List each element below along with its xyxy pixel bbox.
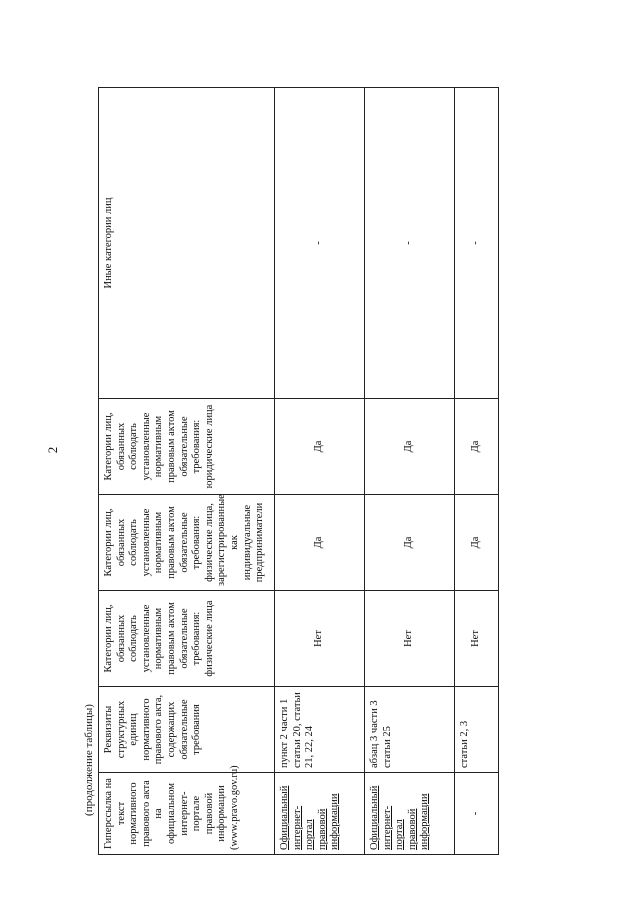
- table-rotator: [98, 88, 498, 855]
- page-number: 2: [45, 446, 60, 454]
- header-other-categories: Иные категории лиц: [99, 88, 275, 399]
- row1-legal-entities: Да: [275, 399, 365, 495]
- portal-link[interactable]: Официальный интернет-портал правовой информации: [279, 785, 341, 850]
- row3-requisites: статьи 2, 3: [455, 687, 499, 773]
- header-individuals: Категории лиц, обязанных соблюдать установленные нормативным правовым актом обязательные требования: физические лица: [99, 591, 275, 687]
- rotated-table-frame: [98, 88, 498, 855]
- table-row: [275, 88, 365, 855]
- row3-hyperlink: -: [455, 773, 499, 855]
- row1-other: -: [275, 88, 365, 399]
- row1-individuals: Нет: [275, 591, 365, 687]
- requirements-table: [98, 87, 499, 855]
- row2-other: -: [365, 88, 455, 399]
- header-requisites: Реквизиты структурных единиц нормативного правового акта, содержащих обязательные требования: [99, 687, 275, 773]
- row3-other: -: [455, 88, 499, 399]
- header-hyperlink: Гиперссылка на текст нормативного правового акта на официальном интернет-портале правовой информации (www.pravo.gov.ru): [99, 773, 275, 855]
- row1-hyperlink[interactable]: [275, 773, 365, 855]
- continuation-label: (продолжение таблицы): [83, 704, 95, 816]
- row2-requisites: абзац 3 части 3 статьи 25: [365, 687, 455, 773]
- header-legal-entities: Категории лиц, обязанных соблюдать установленные нормативным правовым актом обязательные требования: юридические лица: [99, 399, 275, 495]
- row1-requisites: пункт 2 части 1 статьи 20, статьи 21, 22, 24: [275, 687, 365, 773]
- row3-individuals: Нет: [455, 591, 499, 687]
- row2-legal-entities: Да: [365, 399, 455, 495]
- portal-link[interactable]: Официальный интернет-портал правовой информации: [369, 785, 431, 850]
- table-row: [455, 88, 499, 855]
- row3-legal-entities: Да: [455, 399, 499, 495]
- row2-entrepreneurs: Да: [365, 495, 455, 591]
- row2-individuals: Нет: [365, 591, 455, 687]
- row3-entrepreneurs: Да: [455, 495, 499, 591]
- row2-hyperlink[interactable]: [365, 773, 455, 855]
- table-header-row: [99, 88, 275, 855]
- table-row: [365, 88, 455, 855]
- row1-entrepreneurs: Да: [275, 495, 365, 591]
- header-entrepreneurs: Категории лиц, обязанных соблюдать установленные нормативным правовым актом обязательные требования: физические лица, зарегистрированные как индивидуальные предприниматели: [99, 495, 275, 591]
